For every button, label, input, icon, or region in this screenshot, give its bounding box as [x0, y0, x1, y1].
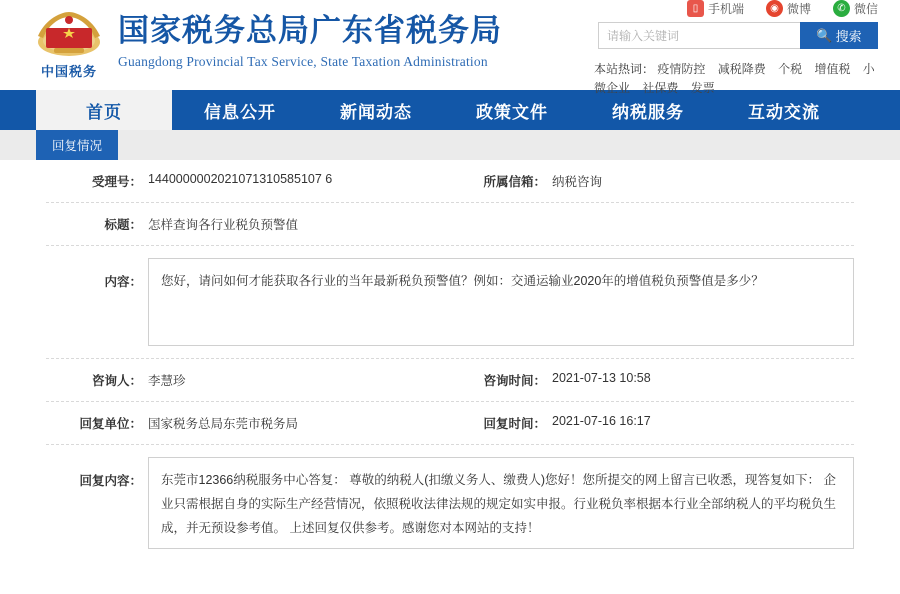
- hot-keyword-6[interactable]: 发票: [690, 81, 715, 95]
- hot-keyword-5[interactable]: 社保费: [642, 81, 679, 95]
- field-content: [46, 246, 854, 358]
- search-icon: 🔍: [816, 27, 833, 43]
- hot-keywords-label: 本站热词：: [594, 62, 655, 76]
- field-ask-time: [450, 359, 854, 401]
- field-reply-unit-label: 回复单位：: [79, 417, 142, 431]
- hot-keyword-2[interactable]: 个税: [778, 62, 803, 76]
- site-title-block: [118, 12, 502, 70]
- nav-item-home[interactable]: 首页: [36, 90, 172, 130]
- top-link-mobile-label: 手机端: [707, 2, 744, 16]
- search-button-label: 搜索: [835, 29, 862, 44]
- nav-item-interaction[interactable]: 互动交流: [748, 102, 820, 122]
- record-detail: [0, 160, 900, 561]
- hot-keyword-4[interactable]: 小微企业: [594, 62, 875, 95]
- hot-keyword-0[interactable]: 疫情防控: [657, 62, 706, 76]
- field-ask-time-value: 2021-07-13 10:58: [552, 371, 651, 385]
- field-ask-time-label: 咨询时间：: [483, 374, 546, 388]
- field-reply-time-label: 回复时间：: [483, 417, 546, 431]
- site-title-en: Guangdong Provincial Tax Service, State Taxation Administration: [118, 54, 488, 69]
- field-content-label: 内容：: [104, 275, 142, 289]
- weibo-icon: ◉: [766, 0, 783, 17]
- field-reply-time-value: 2021-07-16 16:17: [552, 414, 651, 428]
- row-title: [46, 203, 854, 246]
- row-asker: [46, 359, 854, 402]
- field-title-label: 标题：: [104, 218, 142, 232]
- site-header: [0, 0, 900, 95]
- search-bar: [598, 22, 878, 49]
- row-accept-no: [46, 160, 854, 203]
- hot-keywords: [594, 60, 878, 98]
- top-utility-links: [687, 0, 878, 17]
- field-mailbox-label: 所属信箱：: [483, 175, 546, 189]
- field-reply-content-label: 回复内容：: [79, 474, 142, 488]
- top-link-weibo[interactable]: [766, 0, 811, 17]
- field-accept-no-label: 受理号：: [91, 175, 142, 189]
- national-emblem-icon: [32, 8, 106, 60]
- top-link-wechat[interactable]: [833, 0, 878, 17]
- field-reply-content: [46, 445, 854, 561]
- search-input[interactable]: [598, 22, 800, 49]
- field-accept-no: [46, 160, 450, 202]
- site-logo[interactable]: [26, 8, 112, 84]
- subnav-item-reply-status[interactable]: 回复情况: [36, 130, 118, 160]
- logo-subtitle: 中国税务: [40, 64, 97, 79]
- field-reply-time: [450, 402, 854, 444]
- field-accept-no-value: 1440000002021071310585107 6: [148, 172, 333, 186]
- mobile-icon: ▯: [687, 0, 704, 17]
- wechat-icon: ✆: [833, 0, 850, 17]
- hot-keyword-3[interactable]: 增值税: [814, 62, 851, 76]
- field-mailbox: [450, 160, 854, 202]
- site-title-cn: 国家税务总局广东省税务局: [118, 13, 502, 48]
- sub-nav: [0, 130, 900, 160]
- field-reply-unit: [46, 402, 450, 444]
- nav-item-info-disclosure[interactable]: 信息公开: [204, 102, 276, 122]
- nav-item-policy-documents[interactable]: 政策文件: [476, 102, 548, 122]
- row-reply-unit: [46, 402, 854, 445]
- field-asker-label: 咨询人：: [91, 374, 142, 388]
- field-reply-content-value: 东莞市12366纳税服务中心答复： 尊敬的纳税人(扣缴义务人、缴费人)您好！您所提交的网上留言已收悉，现答复如下： 企业只需根据自身的实际生产经营情况，依照税收法律法规的规定如实申报。行业税负率根据本行业全部纳税人的平均税负生成，并无预设参考值。 上述回复仅供参考。感谢您对本网站的支持！: [148, 457, 854, 549]
- row-content: [46, 246, 854, 359]
- field-title-value: 怎样查询各行业税负预警值: [148, 218, 299, 232]
- top-link-wechat-label: 微信: [853, 2, 878, 16]
- nav-item-news[interactable]: 新闻动态: [340, 102, 412, 122]
- field-reply-unit-value: 国家税务总局东莞市税务局: [148, 417, 299, 431]
- top-link-mobile[interactable]: [687, 0, 744, 17]
- field-asker: [46, 359, 450, 401]
- field-mailbox-value: 纳税咨询: [552, 175, 603, 189]
- search-button[interactable]: [800, 22, 878, 49]
- field-title: [46, 203, 854, 245]
- nav-item-tax-services[interactable]: 纳税服务: [612, 102, 684, 122]
- row-reply-content: [46, 445, 854, 561]
- hot-keyword-1[interactable]: 减税降费: [717, 62, 766, 76]
- top-link-weibo-label: 微博: [786, 2, 811, 16]
- field-asker-value: 李慧珍: [148, 374, 186, 388]
- field-content-value: 您好，请问如何才能获取各行业的当年最新税负预警值？例如：交通运输业2020年的增值税负预警值是多少？: [148, 258, 854, 346]
